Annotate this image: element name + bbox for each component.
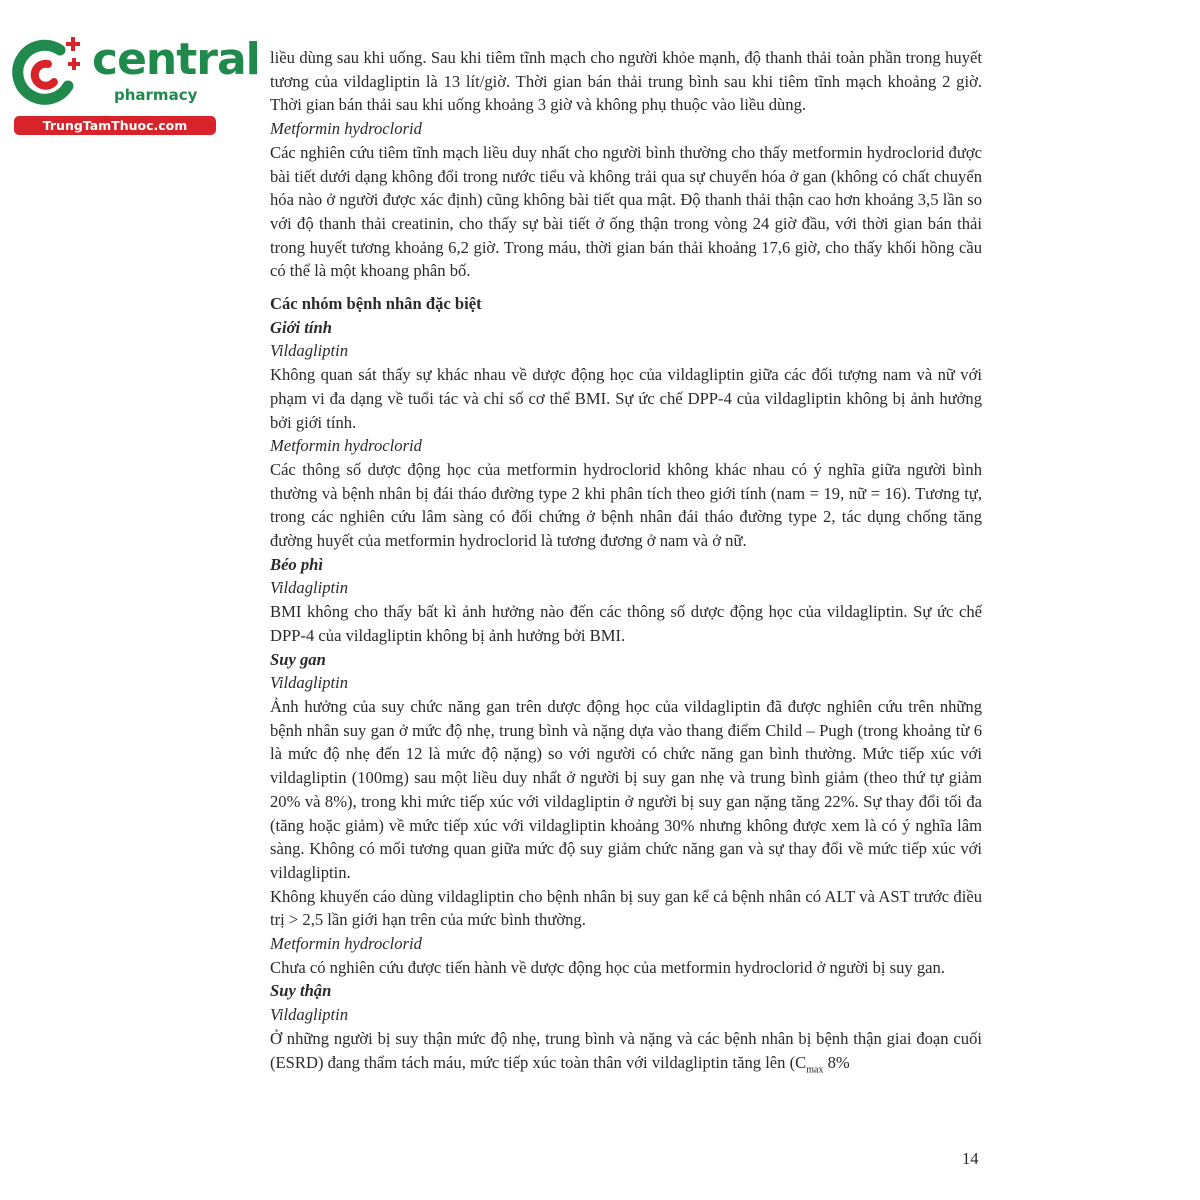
heading-renal-impairment: Suy thận xyxy=(270,981,332,1001)
logo-url-badge: TrungTamThuoc.com xyxy=(14,116,216,135)
paragraph-renal-text: Ở những người bị suy thận mức độ nhẹ, trung bình và nặng và các bệnh nhân bị bệnh thận giai đoạn cuối (ESRD) đang thẩm tách máu, mức tiếp xúc toàn thân với vildagliptin tăng lên (C xyxy=(270,1028,982,1072)
subheading-metformin: Metformin hydroclorid xyxy=(270,436,422,456)
paragraph-hepatic-recommendation: Không khuyến cáo dùng vildagliptin cho bệnh nhân bị suy gan kể cả bệnh nhân có ALT và AST trước điều trị > 2,5 lần giới hạn trên của mức bình thường. xyxy=(270,886,982,930)
paragraph-hepatic-metformin: Chưa có nghiên cứu được tiến hành về dược động học của metformin hydroclorid ở người bị suy gan. xyxy=(270,957,945,977)
paragraph-metformin-elimination: Các nghiên cứu tiêm tĩnh mạch liều duy nhất cho người bình thường cho thấy metformin hydroclorid được bài tiết dưới dạng không đổi trong nước tiểu và không trải qua sự chuyển hóa ở gan (không có chất chuyển hóa nào ở người được xác định) cũng không bài tiết qua mật. Độ thanh thải thận cao hơn khoảng 3,5 lần so với độ thanh thải creatinin, cho thấy sự bài tiết ở ống thận trong vòng 24 giờ đầu, với thời gian bán thải trong huyết tương khoảng 6,2 giờ. Trong máu, thời gian bán thải khoảng 17,6 giờ, cho thấy khối hồng cầu có thể là một khoang phân bố. xyxy=(270,142,982,281)
subheading-vildagliptin: Vildagliptin xyxy=(270,1005,349,1025)
subheading-vildagliptin: Vildagliptin xyxy=(270,341,349,361)
subheading-metformin: Metformin hydroclorid xyxy=(270,119,422,139)
heading-obesity: Béo phì xyxy=(270,554,324,574)
subheading-vildagliptin: Vildagliptin xyxy=(270,578,349,598)
paragraph-renal-tail: 8% xyxy=(823,1052,850,1072)
cmax-subscript: max xyxy=(806,1063,824,1075)
document-page xyxy=(270,46,982,1082)
paragraph-hepatic-vildagliptin: Ảnh hưởng của suy chức năng gan trên dược động học của vildagliptin đã được nghiên cứu trên những bệnh nhân suy gan ở mức độ nhẹ, trung bình và nặng dựa vào thang điểm Child – Pugh (trong khoảng từ 6 là mức độ nhẹ đến 12 là mức độ nặng) so với người có chức năng gan bình thường. Mức tiếp xúc với vildagliptin (100mg) sau một liều duy nhất ở người bị suy gan nhẹ và trung bình giảm (theo thứ tự giảm 20% và 8%), trong khi mức tiếp xúc với vildagliptin ở người bị suy gan nặng tăng 22%. Sự thay đổi tối đa (tăng hoặc giảm) về mức tiếp xúc với vildagliptin khoảng 30% nhưng không được xem là có ý nghĩa lâm sàng. Không có mối tương quan giữa mức độ suy giảm chức năng gan và sự thay đổi về mức tiếp xúc với vildagliptin. xyxy=(270,696,982,882)
heading-gender: Giới tính xyxy=(270,317,332,337)
paragraph-vilda-elimination: liều dùng sau khi uống. Sau khi tiêm tĩnh mạch cho người khỏe mạnh, độ thanh thải toàn phần trong huyết tương của vildagliptin là 13 lít/giờ. Thời gian bán thải trung bình sau khi tiêm tĩnh mạch khoảng 2 giờ. Thời gian bán thải sau khi uống khoảng 3 giờ và không phụ thuộc vào liều dùng. xyxy=(270,48,982,115)
paragraph-gender-metformin: Các thông số dược động học của metformin hydroclorid không khác nhau có ý nghĩa giữa người bình thường và bệnh nhân bị đái tháo đường type 2 khi phân tích theo giới tính (nam = 19, nữ = 16). Tương tự, trong các nghiên cứu lâm sàng có đối chứng ở bệnh nhân đái tháo đường type 2, tác dụng chống tăng đường huyết của metformin hydroclorid là tương đương ở nam và ở nữ. xyxy=(270,459,982,551)
page-number: 14 xyxy=(962,1149,979,1168)
subheading-metformin: Metformin hydroclorid xyxy=(270,934,422,954)
logo-wordmark: central xyxy=(92,34,260,85)
pharmacy-cross-icon xyxy=(10,36,82,108)
heading-hepatic-impairment: Suy gan xyxy=(270,649,326,669)
central-pharmacy-logo xyxy=(10,34,260,136)
subheading-vildagliptin: Vildagliptin xyxy=(270,673,349,693)
paragraph-gender-vildagliptin: Không quan sát thấy sự khác nhau về dược động học của vildagliptin giữa các đối tượng nam và nữ với phạm vi đa dạng về tuổi tác và chỉ số cơ thể BMI. Sự ức chế DPP-4 của vildagliptin không bị ảnh hưởng bởi giới tính. xyxy=(270,365,982,432)
paragraph-obesity-vildagliptin: BMI không cho thấy bất kì ảnh hưởng nào đến các thông số dược động học của vildagliptin. Sự ức chế DPP-4 của vildagliptin không bị ảnh hưởng bởi BMI. xyxy=(270,602,982,645)
section-heading-special-populations: Các nhóm bệnh nhân đặc biệt xyxy=(270,294,482,314)
paragraph-renal-vildagliptin xyxy=(270,1027,982,1082)
logo-subtitle: pharmacy xyxy=(114,86,198,104)
